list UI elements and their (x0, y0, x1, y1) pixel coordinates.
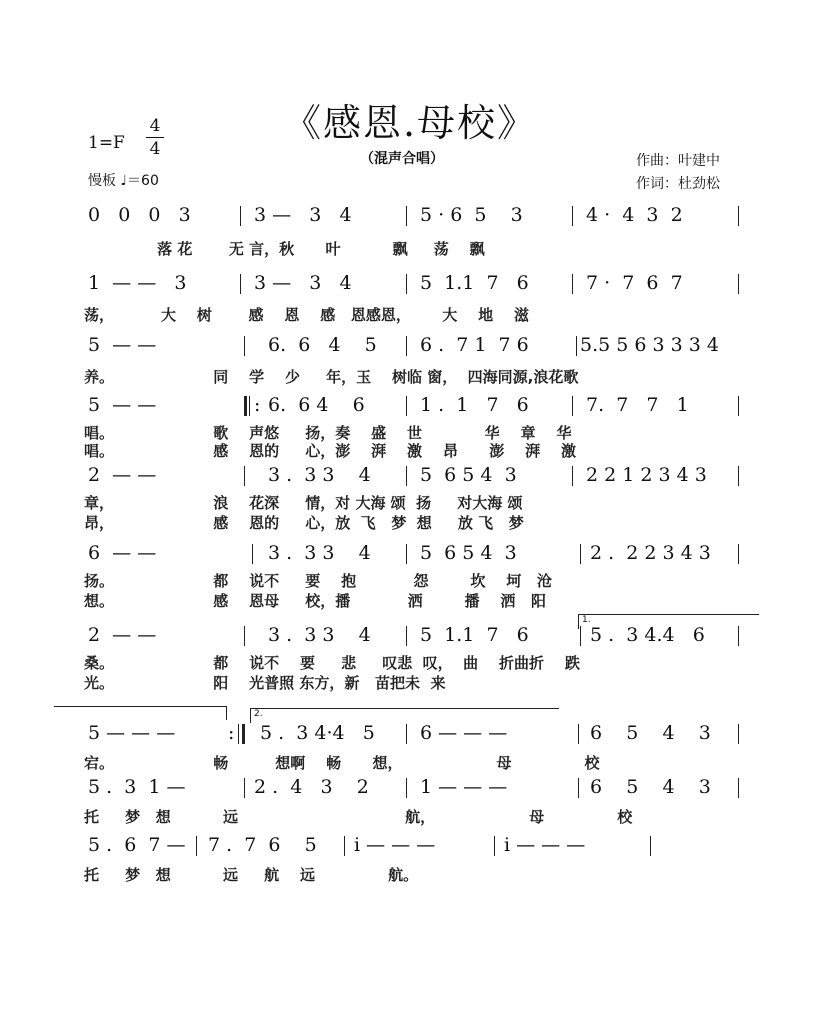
lyric-line: 落 花 无 言，秋 叶 飘 荡 飘 (84, 240, 485, 258)
lyric-line: 托 梦 想 远 航 远 航。 (84, 866, 419, 884)
notation-row: 0 0 0 3 3 — 3 4 5 · 6 5 3 4 · 4 3 2 (84, 204, 744, 228)
lyric-line: 桑。 都 说不 要 悲 叹悲 叹， 曲 折曲折 跌 (84, 654, 580, 672)
lyric-line: 托 梦 想 远 航， 母 校 (84, 808, 633, 826)
volta-2-bracket: 2. (250, 708, 559, 723)
notation-row: 5 . 3 1 — 2 . 4 3 2 1 — — — 6 5 4 3 (84, 776, 744, 800)
lyric-line: 扬。 都 说不 要 抱 怨 坎 坷 沧 (84, 572, 552, 590)
lyric-line: 宕。 畅 想啊 畅 想， 母 校 (84, 754, 600, 772)
notation-row: 2 — — 3 . 3 3 4 5 1.1 7 6 5 . 3 4.4 6 (84, 624, 744, 648)
lyric-line: 养。 同 学 少 年，玉 树临 窗， 四海同源,浪花歌 (84, 368, 579, 386)
lyric-line: 荡， 大 树 感 恩 感 恩感恩， 大 地 滋 (84, 306, 529, 324)
notation-row: 5 . 6 7 — 7 . 7 6 5 i — — — i — — — (84, 834, 744, 858)
key-signature: 1=F (88, 133, 125, 153)
notation-row: 5 — — : 6. 6 4 6 1 . 1 7 6 7. 7 7 1 (84, 394, 744, 418)
lyric-line: 章， 浪 花深 情，对 大海 颂 扬 对大海 颂 (84, 494, 523, 512)
song-title: 《感恩.母校》 (282, 101, 538, 145)
lyric-line: 昂， 感 恩的 心，放 飞 梦 想 放 飞 梦 (84, 514, 524, 532)
lyricist-credit: 作词：杜劲松 (636, 176, 720, 192)
notation-row: 2 — — 3 . 3 3 4 5 6 5 4 3 2 2 1 2 3 4 3 (84, 464, 744, 488)
lyric-line: 唱。 感 恩的 心，澎 湃 激 昂 澎 湃 激 (84, 442, 576, 460)
notation-row: 5 — — 6. 6 4 5 6 . 7 1 7 6 5.5 5 6 3 3 3 4 (88, 334, 719, 356)
tempo-marking: 慢板 ♩＝60 (88, 173, 159, 189)
lyric-line: 想。 感 恩母 校，播 洒 播 洒 阳 (84, 592, 546, 610)
lyric-line: 唱。 歌 声悠 扬，奏 盛 世 华 章 华 (84, 424, 572, 442)
notation-row: 6 — — 3 . 3 3 4 5 6 5 4 3 2 . 2 2 3 4 3 (84, 542, 744, 566)
song-subtitle: （混声合唱） (360, 151, 444, 167)
volta-1-continuation (54, 706, 226, 707)
lyric-line: 光。 阳 光普照 东方，新 苗把未 来 (84, 674, 446, 692)
notation-row: 5 — — — : 5 . 3 4·4 5 6 — — — 6 5 4 3 (84, 722, 744, 746)
time-signature: 4 4 (146, 116, 164, 159)
composer-credit: 作曲：叶建中 (636, 153, 720, 169)
notation-row: 1 — — 3 3 — 3 4 5 1.1 7 6 7 · 7 6 7 (84, 272, 744, 296)
volta-1-bracket: 1. (578, 614, 759, 629)
